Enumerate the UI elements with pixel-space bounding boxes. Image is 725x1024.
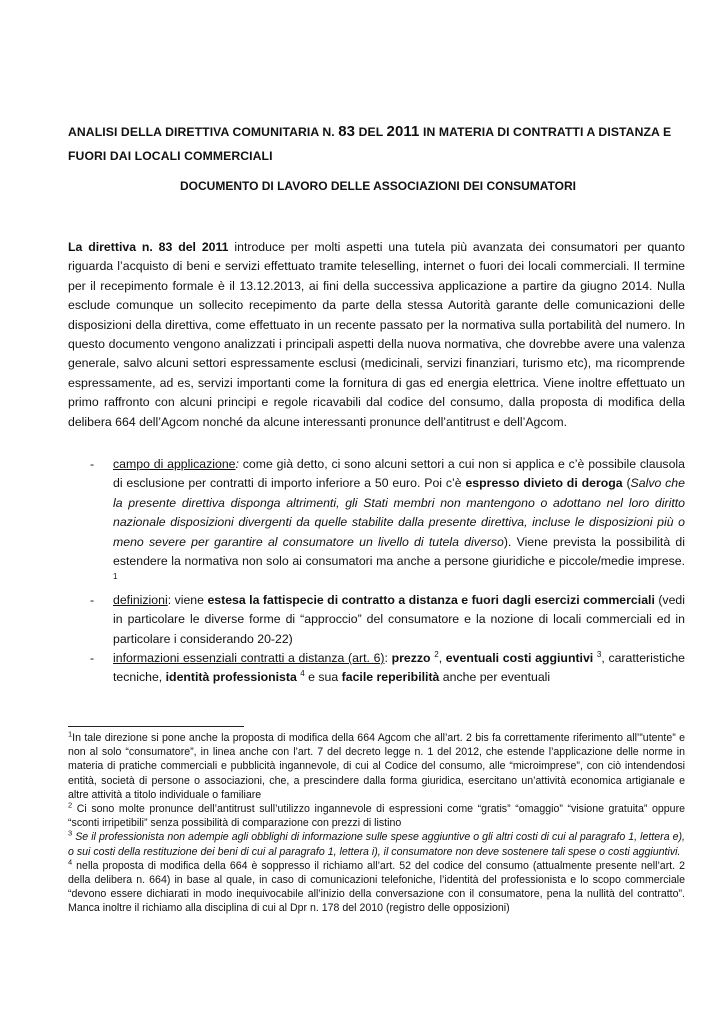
footnote-text: In tale direzione si pone anche la proposta di modifica della 664 Agcom che all’art. 2 bis fa correttamente riferimento all’”utente” e non al solo “consumatore”, in linea anche con l’art. 7 del decreto legge n. 1 del 2012, che estende l’applicazione delle norme in materia di pratiche commerciali e pubblicità ingannevole, di cui al Codice del consumo, alle “microimprese”, con ciò intendendosi entità, società di persone o associazioni, che, a prescindere dalla forma giuridica, esercitano un’attività economica artigianale e altre attività a titolo individuale o familiare	[68, 732, 685, 801]
topics-list	[68, 455, 685, 688]
list-item-text: come già detto, ci sono alcuni settori a cui non si applica e c’è possibile clausola di esclusione per contratti di importo inferiore a 50 euro. Poi c’è	[113, 457, 685, 491]
emphasis: espresso divieto di deroga	[465, 476, 623, 491]
list-item-label: campo di applicazione	[113, 457, 236, 471]
list-item-text: anche per eventuali	[439, 670, 551, 685]
emphasis: prezzo	[391, 651, 431, 666]
emphasis: estesa la fattispecie di contratto a distanza e fuori dagli esercizi commerciali	[207, 592, 655, 607]
footnote-ref-3[interactable]: 3	[596, 649, 602, 659]
page-break-mask	[0, 706, 725, 726]
list-item-text: e sua	[304, 670, 342, 685]
footnote-text: Ci sono molte pronunce dell’antitrust sull’utilizzo ingannevole di espressioni come “gratis” “omaggio” “visione gratuita” oppure “sconti irripetibili” senza possibilità di comparazione con prezzi di listino	[68, 803, 685, 830]
list-item-text: ). Viene prevista la possibilità di estendere la normativa non solo ai consumatori ma anche a persone giuridiche e piccole/medie imprese.	[113, 534, 685, 569]
list-item-scope	[68, 455, 685, 591]
list-item-text: ,	[438, 651, 446, 666]
intro-lead: La direttiva n. 83 del 2011	[68, 240, 229, 254]
list-item-text: : viene	[167, 592, 208, 607]
title-text: ANALISI DELLA DIRETTIVA COMUNITARIA N.	[68, 125, 339, 139]
footnote-3	[68, 830, 685, 858]
list-item-text: (	[622, 476, 631, 491]
footnotes	[68, 731, 685, 916]
intro-text: introduce per molti aspetti una tutela più avanzata dei consumatori per quanto riguarda l’acquisto di beni e servizi effettuato tramite teleselling, internet o fuori dei locali commerciali. Il termine per il recepimento formale è il 13.12.2013, ai fini della successiva applicazione a partire da giugno 2014. Nulla esclude comunque un sollecito recepimento da parte della stessa Autorità garante delle comunicazioni delle disposizioni della direttiva, come effettuato in un recente passato per la normativa sulla portabilità del numero. In questo documento vengono analizzati i principali aspetti della nuova normativa, che dovrebbe avere una valenza generale, salvo alcuni settori espressamente esclusi (medicinali, servizi finanziari, turismo etc), ma ricomprende espressamente, ad es, servizi importanti come la fornitura di gas ed energia elettrica. Viene inoltre effettuato un primo raffronto con alcuni principi e regole ricavabili dal codice del consumo, dalla proposta di modifica della delibera 664 dell’Agcom nonché da alcune interessanti pronunce dell’antitrust e dell’Agcom.	[68, 240, 685, 429]
footnote-2	[68, 802, 685, 830]
title-text: DEL	[355, 125, 387, 139]
footnote-number: 4	[68, 857, 73, 867]
emphasis: facile reperibilità	[341, 670, 440, 685]
list-bullet: -	[90, 651, 95, 666]
list-item-text: , caratteristiche tecniche,	[113, 651, 685, 685]
intro-paragraph	[68, 238, 685, 432]
label-colon: :	[235, 457, 239, 471]
emphasis: eventuali costi aggiuntivi	[445, 651, 594, 666]
footnote-ref-1[interactable]: 1	[113, 572, 118, 582]
list-item-essential-info	[68, 649, 685, 688]
footnote-separator	[68, 726, 244, 727]
quoted-directive-text: Salvo che la presente direttiva disponga altrimenti, gli Stati membri non mantengono o adottano nel loro diritto nazionale disposizioni divergenti da quelle stabilite dalla presente direttiva, incluse le disposizioni più o meno severe per garantire al consumatore un livello di tutela diverso	[113, 476, 685, 549]
footnote-4	[68, 859, 685, 916]
footnote-ref-2[interactable]: 2	[434, 649, 439, 659]
footnote-text: nella proposta di modifica della 664 è soppresso il richiamo all’art. 52 del codice del consumo (attualmente presente nell’art. 2 della delibera n. 664) in base al quale, in caso di comunicazioni telefoniche, l’identità del professionista e lo scopo commerciale “devono essere dichiarati in modo inequivocabile all’inizio della conversazione con il consumatore, pena la nullità del contratto”. Manca inoltre il richiamo alla disciplina di cui al Dpr n. 178 del 2010 (registro delle opposizioni)	[68, 859, 685, 915]
title-directive-year: 2011	[386, 123, 420, 140]
list-item-label: informazioni essenziali contratti a distanza (art. 6)	[113, 651, 385, 666]
list-item-label: definizioni	[113, 592, 168, 607]
footnote-ref-4[interactable]: 4	[300, 669, 305, 679]
document-subtitle: DOCUMENTO DI LAVORO DELLE ASSOCIAZIONI DEI CONSUMATORI	[179, 179, 576, 193]
document-title	[68, 120, 688, 168]
list-item-text: (vedi in particolare le diverse forme di “approccio” del consumatore e la nozione di locali commerciali ed in particolare i considerando 20-22)	[113, 592, 685, 646]
title-directive-number: 83	[338, 123, 356, 140]
footnote-1	[68, 731, 685, 802]
title-text: IN MATERIA DI CONTRATTI A DISTANZA E FUORI DAI LOCALI COMMERCIALI	[68, 125, 672, 163]
footnote-text: Se il professionista non adempie agli obblighi di informazione sulle spese aggiuntive o gli altri costi di cui al paragrafo 1, lettera e), o sui costi della restituzione dei beni di cui al paragrafo 1, lettera i), il consumatore non deve sostenere tali spese o costi aggiuntivi.	[68, 831, 685, 858]
list-bullet: -	[90, 457, 95, 471]
footnote-number: 1	[68, 729, 73, 739]
footnote-number: 3	[68, 828, 73, 838]
footnote-number: 2	[68, 800, 73, 810]
emphasis: identità professionista	[165, 670, 297, 685]
list-bullet: -	[90, 592, 95, 607]
list-item-text: :	[384, 651, 392, 666]
list-item-definitions	[68, 591, 685, 649]
